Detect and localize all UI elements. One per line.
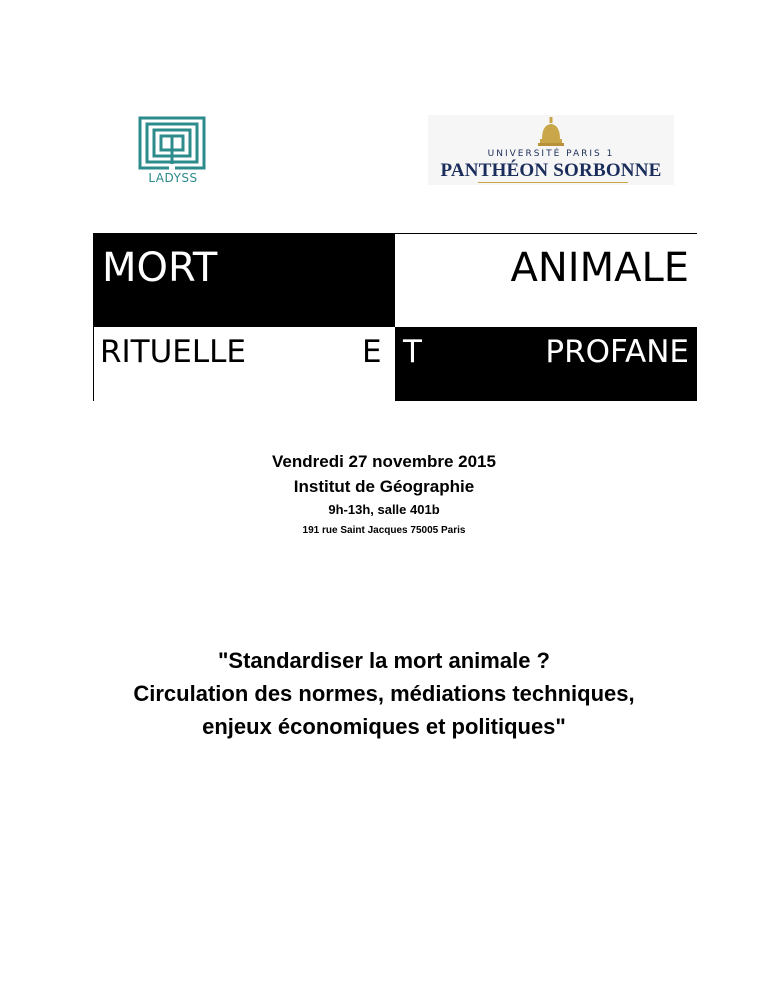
paris1-top-line: UNIVERSITÉ PARIS 1 <box>487 149 615 159</box>
title-mort: MORT <box>94 234 395 327</box>
title-rituelle-cell <box>94 327 395 401</box>
title-e: E <box>362 334 382 370</box>
event-date: Vendredi 27 novembre 2015 <box>272 452 496 471</box>
ladyss-logo <box>136 116 208 188</box>
title-profane: PROFANE <box>545 334 689 370</box>
title-animale: ANIMALE <box>395 234 697 327</box>
session-title-line-1: "Standardiser la mort animale ? <box>218 648 550 673</box>
session-title-line-3: enjeux économiques et politiques" <box>202 714 566 739</box>
event-venue: Institut de Géographie <box>293 477 475 496</box>
pantheon-dome-icon <box>538 117 564 147</box>
title-t: T <box>403 334 422 370</box>
title-profane-cell <box>395 327 697 401</box>
session-title-line-2: Circulation des normes, médiations techniques, <box>133 681 635 706</box>
event-time-room: 9h-13h, salle 401b <box>328 502 440 517</box>
paris1-logo <box>428 115 674 185</box>
paris1-rule <box>478 182 628 183</box>
session-title <box>0 644 768 743</box>
event-address: 191 rue Saint Jacques 75005 Paris <box>302 525 466 536</box>
paris1-main-line: PANTHÉON SORBONNE <box>440 160 662 181</box>
ladyss-logo-text: LADYSS <box>148 171 198 185</box>
title-rituelle: RITUELLE <box>100 334 247 370</box>
title-grid <box>93 233 697 401</box>
